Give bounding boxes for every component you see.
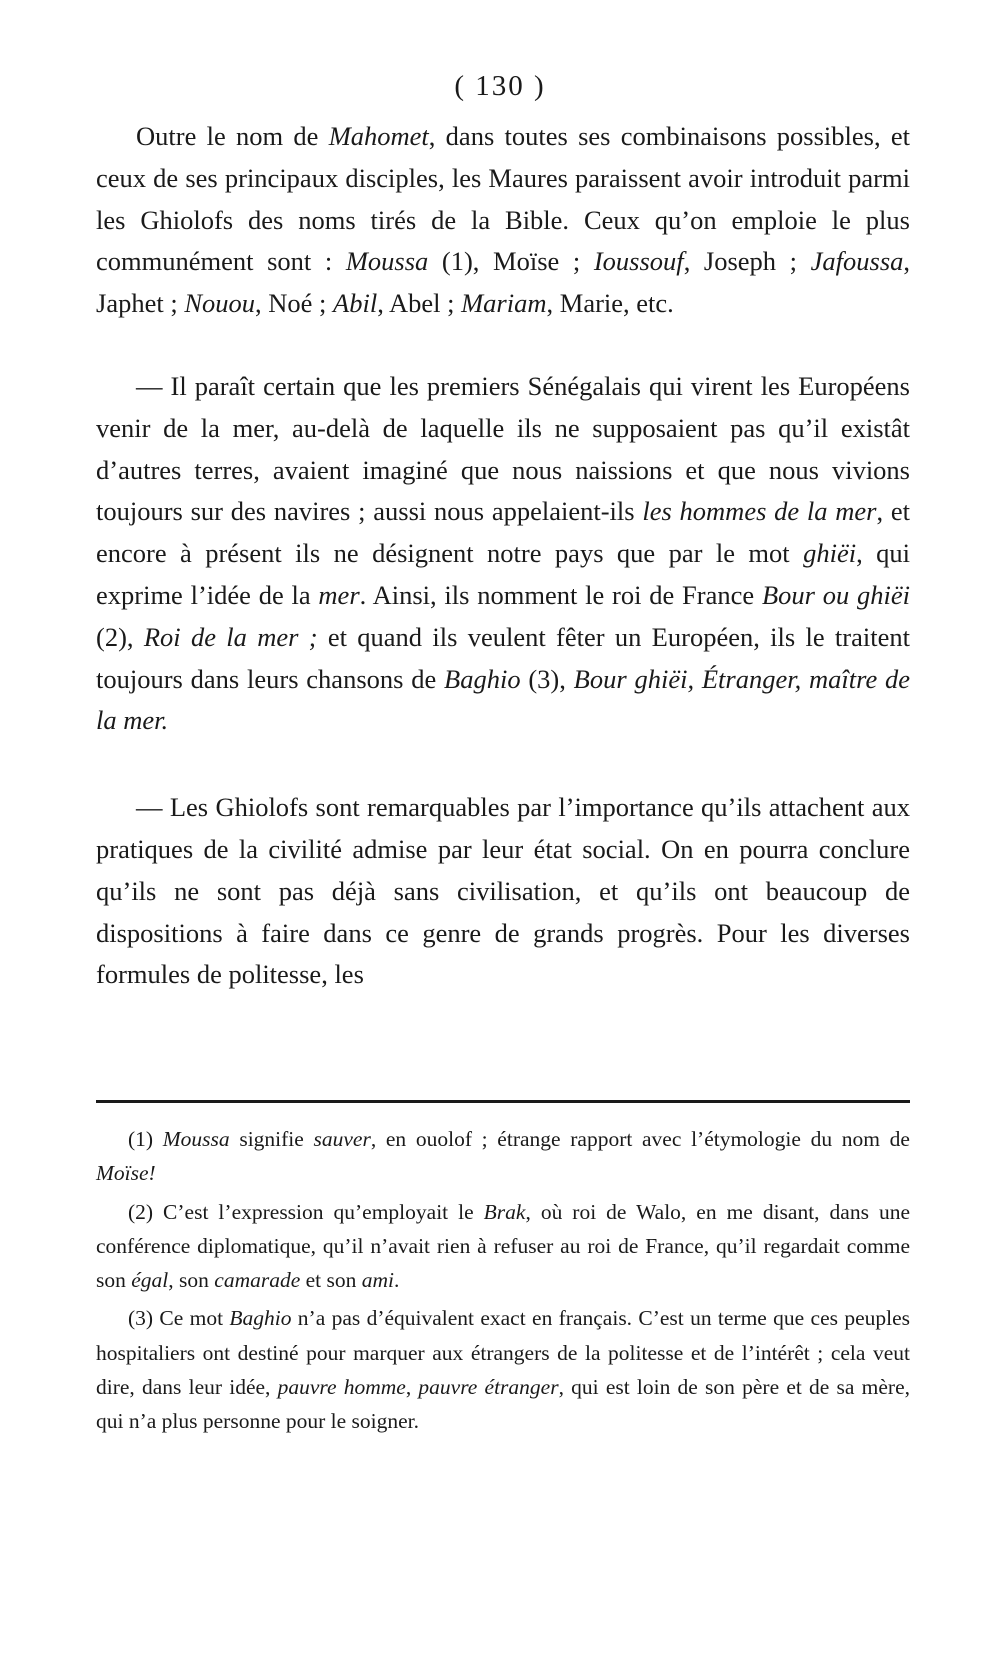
text-run: Outre le nom de bbox=[136, 121, 329, 151]
text-run: , son bbox=[168, 1268, 215, 1293]
text-run: , Marie, etc. bbox=[546, 288, 674, 319]
italic-run: Bour ghiëi, Étranger, maître de la mer. bbox=[96, 663, 910, 736]
text-run: (3), bbox=[520, 663, 574, 694]
text-run: , et encore à présent ils ne désignent notre pays que par le mot bbox=[96, 496, 911, 569]
text-run: , bbox=[405, 1375, 419, 1400]
footnote bbox=[96, 1195, 910, 1298]
italic-run: Jafoussa bbox=[810, 246, 904, 277]
text-run: , où roi de Walo, en me disant, dans une conférence diplomatique, qu’il n’avait rien à refuser au roi de France, qu’il regardait comme son bbox=[96, 1199, 910, 1293]
text-run: , dans toutes ses combinaisons possibles, et ceux de ses principaux disciples, les Maures paraissent avoir introduit parmi les Ghiolofs des noms tirés de la Bible. Ceux qu’on emploie le plus communément sont : bbox=[96, 121, 910, 277]
italic-run: Baghio bbox=[229, 1306, 292, 1331]
italic-run: Moussa bbox=[162, 1127, 230, 1151]
text-run: (2) C’est l’expression qu’employait le bbox=[128, 1199, 484, 1224]
text-run: , Joseph ; bbox=[683, 246, 811, 277]
text-run: , en ouolof ; étrange rapport avec l’étymologie du nom de bbox=[370, 1127, 910, 1151]
text-run: signifie bbox=[229, 1127, 314, 1151]
footnote bbox=[96, 1301, 910, 1438]
text-run: , Japhet ; bbox=[96, 246, 911, 319]
italic-run: Nouou bbox=[184, 288, 255, 319]
italic-run: ghiëi bbox=[803, 538, 857, 569]
italic-run: Ioussouf bbox=[593, 246, 684, 277]
italic-run: Roi de la mer ; bbox=[143, 621, 318, 652]
paragraph bbox=[96, 116, 910, 325]
text-run: , qui exprime l’idée de la bbox=[96, 538, 910, 610]
footnote bbox=[96, 1122, 910, 1191]
page-number: ( 130 ) bbox=[454, 70, 546, 102]
text-run: — Les Ghiolofs sont remarquables par l’importance qu’ils attachent aux pratiques de la civilité admise par leur état social. On en pourra conclure qu’ils ne sont pas déjà sans civilisation, et qu’ils ont beaucoup de dispositions à faire dans ce genre de grands progrès. Pour les diverses formules de politesse, les bbox=[96, 792, 910, 990]
italic-run: pauvre homme bbox=[277, 1375, 406, 1400]
text-run: , qui est loin de son père et de sa mère, qui n’a plus personne pour le soigner. bbox=[96, 1375, 910, 1434]
italic-run: mer bbox=[318, 579, 360, 610]
text-run: . bbox=[394, 1268, 400, 1293]
text-run: (1) bbox=[128, 1127, 163, 1151]
italic-run: Moïse! bbox=[96, 1161, 156, 1186]
footnote-divider bbox=[96, 1100, 910, 1103]
italic-run: Brak bbox=[483, 1199, 526, 1224]
italic-run: camarade bbox=[214, 1268, 301, 1293]
italic-run: pauvre étranger bbox=[418, 1375, 559, 1400]
text-run: . Ainsi, ils nomment le roi de France bbox=[359, 579, 762, 610]
text-run: — Il paraît certain que les premiers Sénégalais qui virent les Européens venir de la mer, au-delà de laquelle ils ne supposaient pas qu’il existât d’autres terres, avaient imaginé que nous naissions et que nous vivions toujours sur des navires ; aussi nous appelaient-ils bbox=[96, 370, 910, 527]
italic-run: égal bbox=[131, 1268, 169, 1293]
italic-run: Moussa bbox=[345, 246, 429, 277]
paragraph bbox=[96, 366, 910, 742]
italic-run: sauver bbox=[313, 1127, 371, 1151]
footnotes bbox=[96, 1122, 910, 1443]
italic-run: les hommes de la mer bbox=[642, 496, 877, 527]
text-run: n’a pas d’équivalent exact en français. C’est un terme que ces peuples hospitaliers ont destiné pour marquer aux étrangers de la politesse et de l’intérêt ; cela veut dire, dans leur idée, bbox=[96, 1306, 910, 1400]
italic-run: Bour ou ghiëi bbox=[761, 579, 910, 610]
text-run: , Abel ; bbox=[377, 288, 462, 319]
main-text bbox=[96, 116, 910, 996]
text-run: (3) Ce mot bbox=[128, 1306, 230, 1331]
text-run: et son bbox=[300, 1268, 362, 1293]
italic-run: Mariam bbox=[461, 288, 547, 319]
text-run: et quand ils veulent fêter un Européen, ils le traitent toujours dans leurs chansons de bbox=[96, 621, 910, 694]
italic-run: Mahomet bbox=[328, 121, 429, 151]
italic-run: Abil bbox=[333, 288, 378, 319]
text-run: (1), Moïse ; bbox=[428, 246, 594, 277]
paragraph bbox=[96, 787, 910, 996]
text-run: , Noé ; bbox=[255, 288, 334, 319]
text-run: (2), bbox=[96, 621, 144, 652]
italic-run: Baghio bbox=[444, 663, 521, 694]
italic-run: ami bbox=[361, 1268, 395, 1293]
